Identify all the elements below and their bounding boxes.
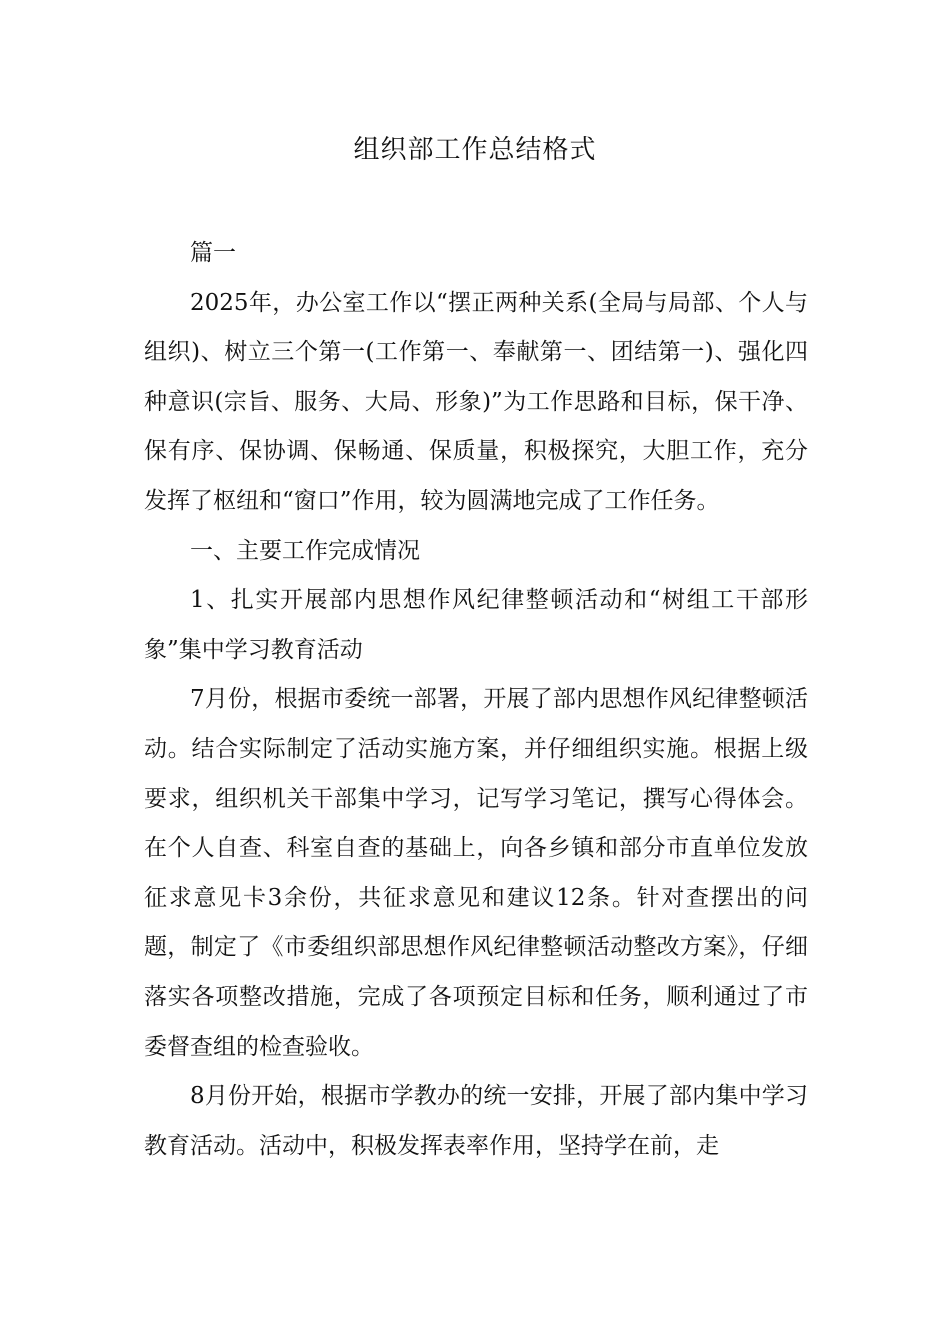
paragraph: 7月份，根据市委统一部署，开展了部内思想作风纪律整顿活动。结合实际制定了活动实施方案，并仔细组织实施。根据上级要求，组织机关干部集中学习，记写学习笔记，撰写心得体会。在个人自查、科室自查的基础上，向各乡镇和部分市直单位发放征求意见卡3余份，共征求意见和建议12条。针对查摆出的问题，制定了《市委组织部思想作风纪律整顿活动整改方案》，仔细落实各项整改措施，完成了各项预定目标和任务，顺利通过了市委督查组的检查验收。 xyxy=(144,686,808,1060)
section-heading: 篇一 xyxy=(190,240,236,266)
paragraph: 8月份开始，根据市学教办的统一安排，开展了部内集中学习教育活动。活动中，积极发挥表率作用，坚持学在前，走 xyxy=(144,1083,808,1159)
subsection-heading: 1、扎实开展部内思想作风纪律整顿活动和“树组工干部形象”集中学习教育活动 xyxy=(144,587,808,663)
paragraph: 2025年，办公室工作以“摆正两种关系(全局与局部、个人与组织)、树立三个第一(工作第一、奉献第一、团结第一)、强化四种意识(宗旨、服务、大局、形象)”为工作思路和目标，保干净、保有序、保协调、保畅通、保质量，积极探究，大胆工作，充分发挥了枢纽和“窗口”作用，较为圆满地完成了工作任务。 xyxy=(144,289,808,514)
document-title: 组织部工作总结格式 xyxy=(353,135,597,165)
section-heading: 一、主要工作完成情况 xyxy=(190,537,420,564)
document-body xyxy=(144,229,808,1171)
